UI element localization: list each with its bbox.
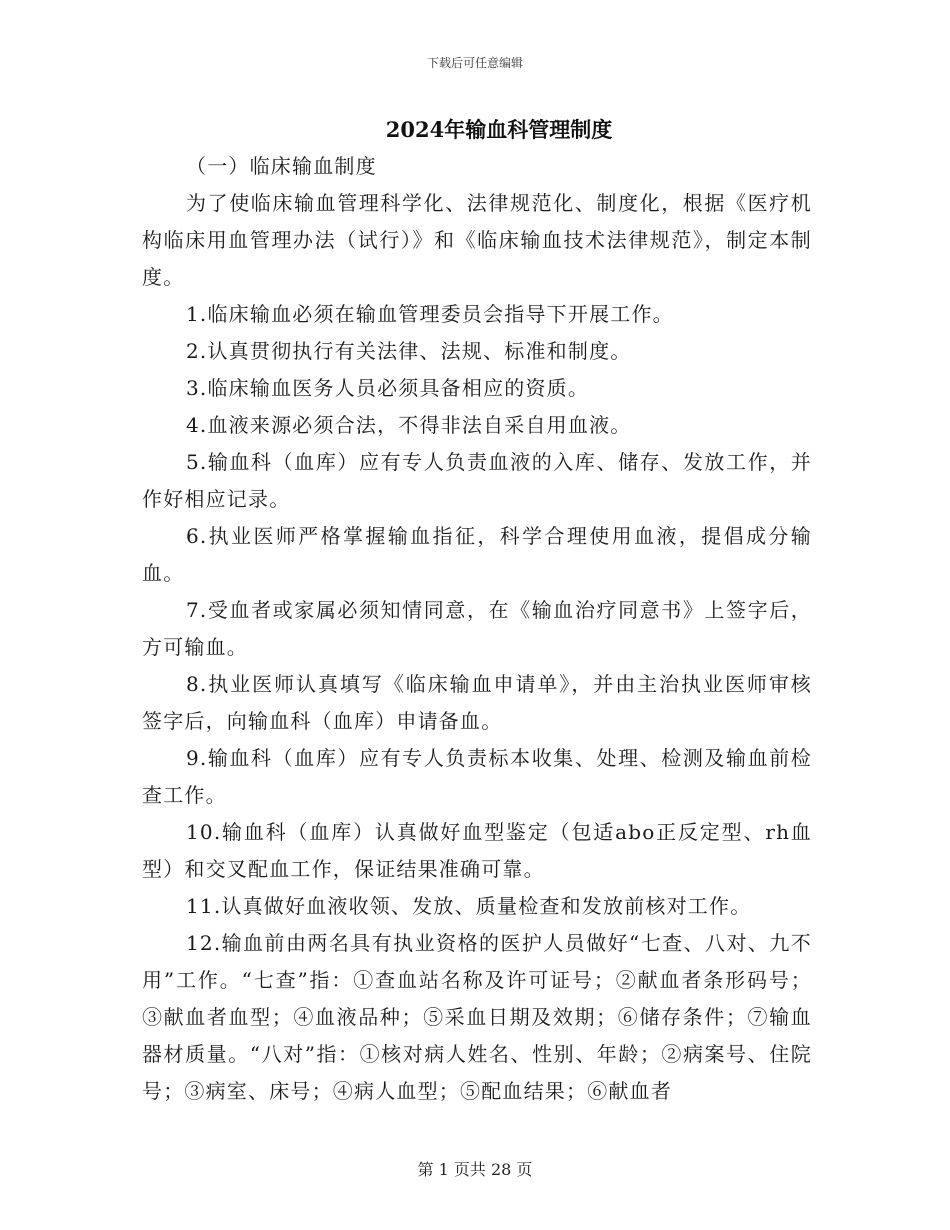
intro-paragraph: 为了使临床输血管理科学化、法律规范化、制度化，根据《医疗机构临床用血管理办法（试行）》和《临床输血技术法律规范》，制定本制度。 [142, 191, 812, 289]
rule-item-4: 4.血液来源必须合法，不得非法自采自用血液。 [186, 413, 632, 437]
section-heading: （一）临床输血制度 [186, 154, 377, 178]
rule-item-3: 3.临床输血医务人员必须具备相应的资质。 [186, 376, 590, 400]
rule-item-10: 10.输血科（血库）认真做好血型鉴定（包适abo正反定型、rh血型）和交叉配血工作，保证结果准确可靠。 [142, 820, 812, 881]
page-header: 下载后可任意编辑 [426, 56, 523, 70]
rule-item-5: 5.输血科（血库）应有专人负责血液的入库、储存、发放工作，并作好相应记录。 [142, 450, 812, 511]
rule-item-11: 11.认真做好血液收领、发放、质量检查和发放前核对工作。 [186, 894, 752, 918]
rule-item-8: 8.执业医师认真填写《临床输血申请单》，并由主治执业医师审核签字后，向输血科（血库）申请备血。 [142, 672, 812, 733]
document-title: 2024年输血科管理制度 [385, 117, 613, 142]
rule-item-7: 7.受血者或家属必须知情同意，在《输血治疗同意书》上签字后，方可输血。 [142, 598, 812, 659]
rule-item-9: 9.输血科（血库）应有专人负责标本收集、处理、检测及输血前检查工作。 [142, 746, 812, 807]
rule-item-6: 6.执业医师严格掌握输血指征，科学合理使用血液，提倡成分输血。 [142, 524, 812, 585]
document-body [142, 148, 812, 1110]
page-footer: 第 1 页共 28 页 [417, 1160, 533, 1179]
rule-item-1: 1.临床输血必须在输血管理委员会指导下开展工作。 [186, 302, 674, 326]
rule-item-2: 2.认真贯彻执行有关法律、法规、标准和制度。 [186, 339, 632, 363]
rule-item-12: 12.输血前由两名具有执业资格的医护人员做好“七查、八对、九不用”工作。“七查”指：①查血站名称及许可证号；②献血者条形码号；③献血者血型；④血液品种；⑤采血日期及效期；⑥储存条件；⑦输血器材质量。“八对”指：①核对病人姓名、性别、年龄；②病案号、住院号；③病室、床号；④病人血型；⑤配血结果；⑥献血者 [142, 931, 812, 1103]
